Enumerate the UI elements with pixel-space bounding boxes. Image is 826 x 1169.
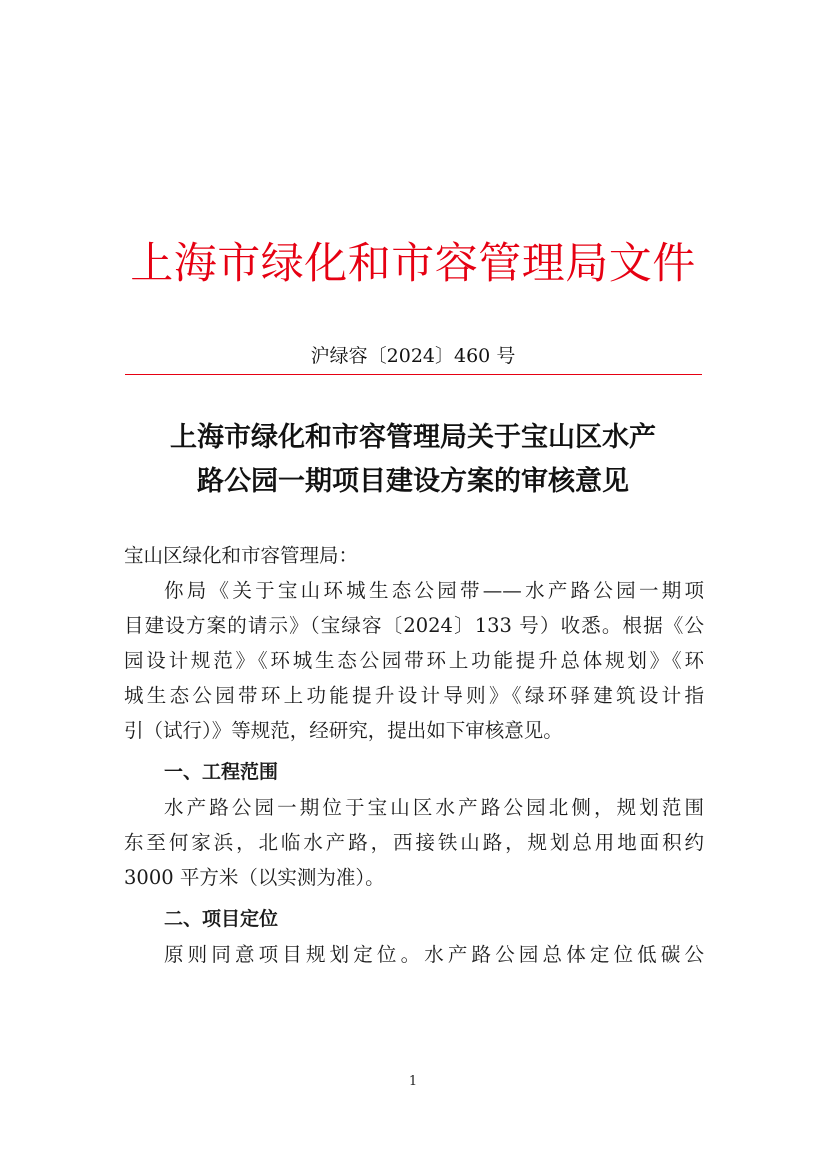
red-separator-line — [125, 374, 702, 375]
section-heading-scope: 一、工程范围 — [164, 761, 279, 783]
paragraph-2 — [124, 790, 704, 895]
paragraph-line: 3000 平方米（以实测为准）。 — [124, 866, 385, 889]
paragraph-line: 目建设方案的请示》（宝绿容〔2024〕133 号）收悉。根据《公 — [124, 614, 704, 637]
document-title-line-2: 路公园一期项目建设方案的审核意见 — [197, 466, 629, 497]
page-number: 1 — [408, 1074, 418, 1089]
salutation: 宝山区绿化和市容管理局： — [124, 544, 359, 567]
paragraph-line: 你局《关于宝山环城生态公园带——水产路公园一期项 — [164, 579, 704, 602]
document-title-line-1: 上海市绿化和市容管理局关于宝山区水产 — [170, 422, 656, 453]
agency-masthead-title: 上海市绿化和市容管理局文件 — [130, 239, 696, 289]
document-body — [124, 538, 704, 972]
document-title — [110, 416, 716, 504]
paragraph-line: 引（试行）》等规范，经研究，提出如下审核意见。 — [124, 719, 563, 742]
paragraph-1 — [124, 573, 704, 748]
paragraph-line: 水产路公园一期位于宝山区水产路公园北侧，规划范围 — [164, 796, 704, 819]
paragraph-3 — [124, 937, 704, 972]
document-number: 沪绿容〔2024〕460 号 — [310, 345, 516, 367]
paragraph-line: 园设计规范》《环城生态公园带环上功能提升总体规划》《环 — [124, 649, 704, 672]
paragraph-line: 原则同意项目规划定位。水产路公园总体定位低碳公 — [164, 943, 704, 966]
paragraph-line: 东至何家浜，北临水产路，西接铁山路，规划总用地面积约 — [124, 831, 704, 854]
paragraph-line: 城生态公园带环上功能提升设计导则》《绿环驿建筑设计指 — [124, 684, 704, 707]
section-heading-positioning: 二、项目定位 — [164, 908, 279, 930]
